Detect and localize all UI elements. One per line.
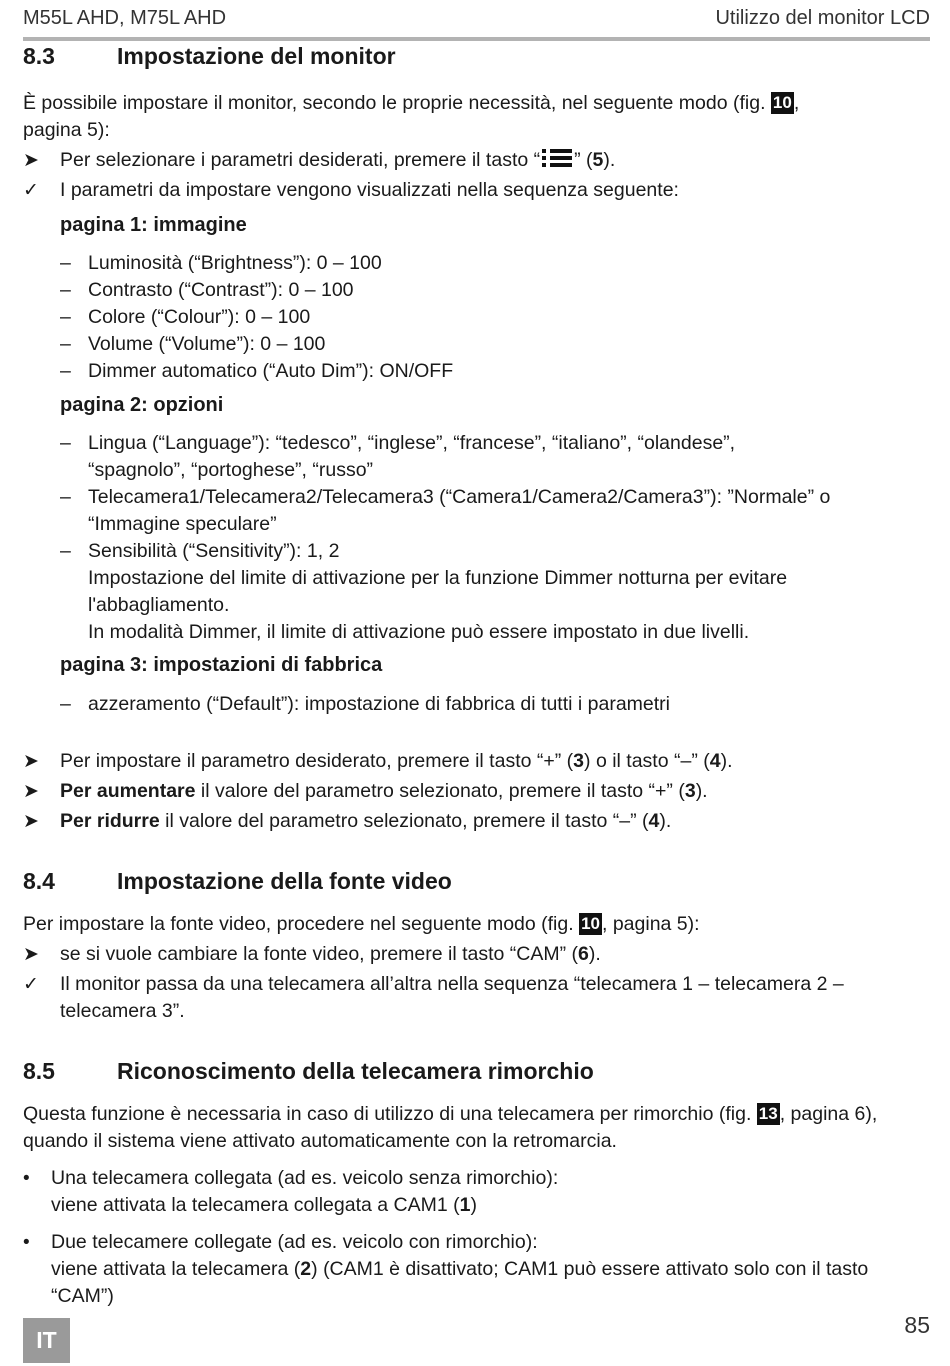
intro-text: È possibile impostare il monitor, secondo le proprie necessità, nel seguente modo (fig. bbox=[23, 92, 766, 114]
header-rule bbox=[23, 37, 930, 41]
list-item-continuation bbox=[23, 619, 930, 646]
step-text: ) o il tasto “–” ( bbox=[584, 750, 710, 772]
list-item-text: Lingua (“Language”): “tedesco”, “inglese”, “francese”, “italiano”, “olandese”, bbox=[88, 432, 736, 454]
page2-list bbox=[23, 430, 930, 646]
list-item-text: In modalità Dimmer, il limite di attivazione può essere impostato in due livelli. bbox=[88, 621, 750, 643]
dash-marker: – bbox=[60, 306, 71, 328]
list-item-continuation bbox=[23, 511, 930, 538]
intro-text: , pagina 6), bbox=[779, 1103, 878, 1125]
section-title: Impostazione della fonte video bbox=[117, 868, 452, 894]
menu-icon bbox=[541, 147, 573, 169]
section-number: 8.5 bbox=[23, 1058, 55, 1084]
list-item-text: Colore (“Colour”): 0 – 100 bbox=[88, 306, 311, 328]
intro-paragraph bbox=[23, 911, 700, 938]
list-item-text: Sensibilità (“Sensitivity”): 1, 2 bbox=[88, 540, 340, 562]
figure-ref-badge: 10 bbox=[772, 93, 792, 112]
section-title: Riconoscimento della telecamera rimorchio bbox=[117, 1058, 594, 1084]
list-item-text: Impostazione del limite di attivazione per la funzione Dimmer notturna per evitare bbox=[88, 567, 788, 589]
key-number: 6 bbox=[578, 943, 589, 965]
header-model: M55L AHD, M75L AHD bbox=[23, 7, 227, 29]
step-text: se si vuole cambiare la fonte video, premere il tasto “CAM” ( bbox=[60, 943, 579, 965]
step-text: ). bbox=[588, 943, 601, 965]
list-item-text: Contrasto (“Contrast”): 0 – 100 bbox=[88, 279, 354, 301]
intro-text-line2: quando il sistema viene attivato automaticamente con la retromarcia. bbox=[23, 1130, 617, 1152]
section-number: 8.4 bbox=[23, 868, 55, 894]
result-text: I parametri da impostare vengono visualizzati nella sequenza seguente: bbox=[60, 179, 679, 201]
list-item-text: “spagnolo”, “portoghese”, “russo” bbox=[88, 459, 374, 481]
bullet-text: Una telecamera collegata (ad es. veicolo senza rimorchio): bbox=[51, 1167, 559, 1189]
list-item bbox=[23, 250, 923, 277]
checkmark-icon: ✓ bbox=[23, 180, 39, 201]
list-item bbox=[23, 358, 923, 385]
key-number: 4 bbox=[648, 810, 660, 832]
arrow-icon: ➤ bbox=[23, 150, 39, 171]
page1-list bbox=[23, 250, 923, 385]
list-item-text: Luminosità (“Brightness”): 0 – 100 bbox=[88, 252, 382, 274]
step-text: il valore del parametro selezionato, premere il tasto “+” ( bbox=[195, 780, 685, 802]
step-text: ). bbox=[695, 780, 708, 802]
list-item-continuation bbox=[23, 565, 930, 592]
list-item-text: Telecamera1/Telecamera2/Telecamera3 (“Camera1/Camera2/Camera3”): ”Normale” o bbox=[88, 486, 831, 508]
subheading-page-3: pagina 3: impostazioni di fabbrica bbox=[60, 654, 383, 676]
list-item bbox=[23, 331, 923, 358]
page3-list bbox=[23, 691, 923, 718]
key-number: 4 bbox=[709, 750, 721, 772]
bullet-text: viene attivata la telecamera ( bbox=[51, 1258, 301, 1280]
bullet-marker: • bbox=[23, 1232, 30, 1253]
bullet-text: Due telecamere collegate (ad es. veicolo con rimorchio): bbox=[51, 1231, 538, 1253]
dash-marker: – bbox=[60, 279, 71, 301]
dash-marker: – bbox=[60, 486, 71, 508]
arrow-icon: ➤ bbox=[23, 751, 39, 772]
key-number: 2 bbox=[300, 1258, 312, 1280]
section-title: Impostazione del monitor bbox=[117, 43, 396, 69]
key-number: 3 bbox=[684, 780, 696, 802]
page-number: 85 bbox=[904, 1312, 930, 1338]
dash-marker: – bbox=[60, 333, 71, 355]
list-item-continuation bbox=[23, 457, 930, 484]
list-item bbox=[23, 304, 923, 331]
dash-marker: – bbox=[60, 432, 71, 454]
list-item-text: Volume (“Volume”): 0 – 100 bbox=[88, 333, 326, 355]
result-text: telecamera 3”. bbox=[60, 1000, 185, 1022]
intro-paragraph bbox=[23, 90, 799, 117]
list-item bbox=[23, 484, 930, 511]
intro-text: Per impostare la fonte video, procedere nel seguente modo (fig. bbox=[23, 913, 580, 935]
list-item bbox=[23, 538, 930, 565]
list-item-text: l'abbagliamento. bbox=[88, 594, 230, 616]
key-number: 5 bbox=[592, 149, 604, 171]
subheading-page-1: pagina 1: immagine bbox=[60, 214, 247, 236]
arrow-icon: ➤ bbox=[23, 781, 39, 802]
bullet-item bbox=[23, 1165, 930, 1219]
list-item-continuation bbox=[23, 592, 930, 619]
arrow-icon: ➤ bbox=[23, 811, 39, 832]
intro-paragraph bbox=[23, 1101, 877, 1128]
dash-marker: – bbox=[60, 360, 71, 382]
bullet-text: “CAM”) bbox=[51, 1285, 114, 1307]
list-item bbox=[23, 430, 930, 457]
key-number: 1 bbox=[459, 1194, 471, 1216]
figure-ref-badge: 10 bbox=[581, 914, 600, 933]
dash-marker: – bbox=[60, 693, 71, 715]
list-item bbox=[23, 691, 923, 718]
bullet-text: ) bbox=[470, 1194, 477, 1216]
intro-text: , pagina 5): bbox=[602, 913, 700, 935]
step-text: ). bbox=[720, 750, 733, 772]
step-text: Per impostare il parametro desiderato, premere il tasto “+” ( bbox=[60, 750, 574, 772]
arrow-icon: ➤ bbox=[23, 944, 39, 965]
subheading-page-2: pagina 2: opzioni bbox=[60, 394, 224, 416]
step-text: ” ( bbox=[574, 149, 593, 171]
intro-text-line2: pagina 5): bbox=[23, 119, 110, 141]
bullet-text: ) (CAM1 è disattivato; CAM1 può essere attivato solo con il tasto bbox=[311, 1258, 869, 1280]
list-item-text: “Immagine speculare” bbox=[88, 513, 277, 535]
language-tab: IT bbox=[23, 1318, 70, 1363]
checkmark-icon: ✓ bbox=[23, 974, 39, 995]
list-item-text: Dimmer automatico (“Auto Dim”): ON/OFF bbox=[88, 360, 454, 382]
step-text: ). bbox=[659, 810, 672, 832]
bullet-item bbox=[23, 1229, 930, 1310]
step-text: Per selezionare i parametri desiderati, premere il tasto “ bbox=[60, 149, 541, 171]
dash-marker: – bbox=[60, 540, 71, 562]
emphasis-text: Per ridurre bbox=[60, 810, 160, 832]
list-item bbox=[23, 277, 923, 304]
bullet-text: viene attivata la telecamera collegata a CAM1 ( bbox=[51, 1194, 460, 1216]
result-text: Il monitor passa da una telecamera all’altra nella sequenza “telecamera 1 – telecamera 2 – bbox=[60, 973, 844, 995]
figure-ref-badge: 13 bbox=[758, 1104, 778, 1123]
list-item-text: azzeramento (“Default”): impostazione di fabbrica di tutti i parametri bbox=[88, 693, 670, 715]
emphasis-text: Per aumentare bbox=[60, 780, 196, 802]
dash-marker: – bbox=[60, 252, 71, 274]
intro-text: , bbox=[793, 92, 800, 114]
section-number: 8.3 bbox=[23, 43, 55, 69]
step-text: il valore del parametro selezionato, premere il tasto “–” ( bbox=[159, 810, 649, 832]
intro-text: Questa funzione è necessaria in caso di utilizzo di una telecamera per rimorchio (fig. bbox=[23, 1103, 757, 1125]
header-chapter: Utilizzo del monitor LCD bbox=[715, 7, 930, 29]
key-number: 3 bbox=[573, 750, 585, 772]
step-text: ). bbox=[603, 149, 616, 171]
bullet-marker: • bbox=[23, 1168, 30, 1189]
result-line bbox=[23, 971, 923, 1025]
